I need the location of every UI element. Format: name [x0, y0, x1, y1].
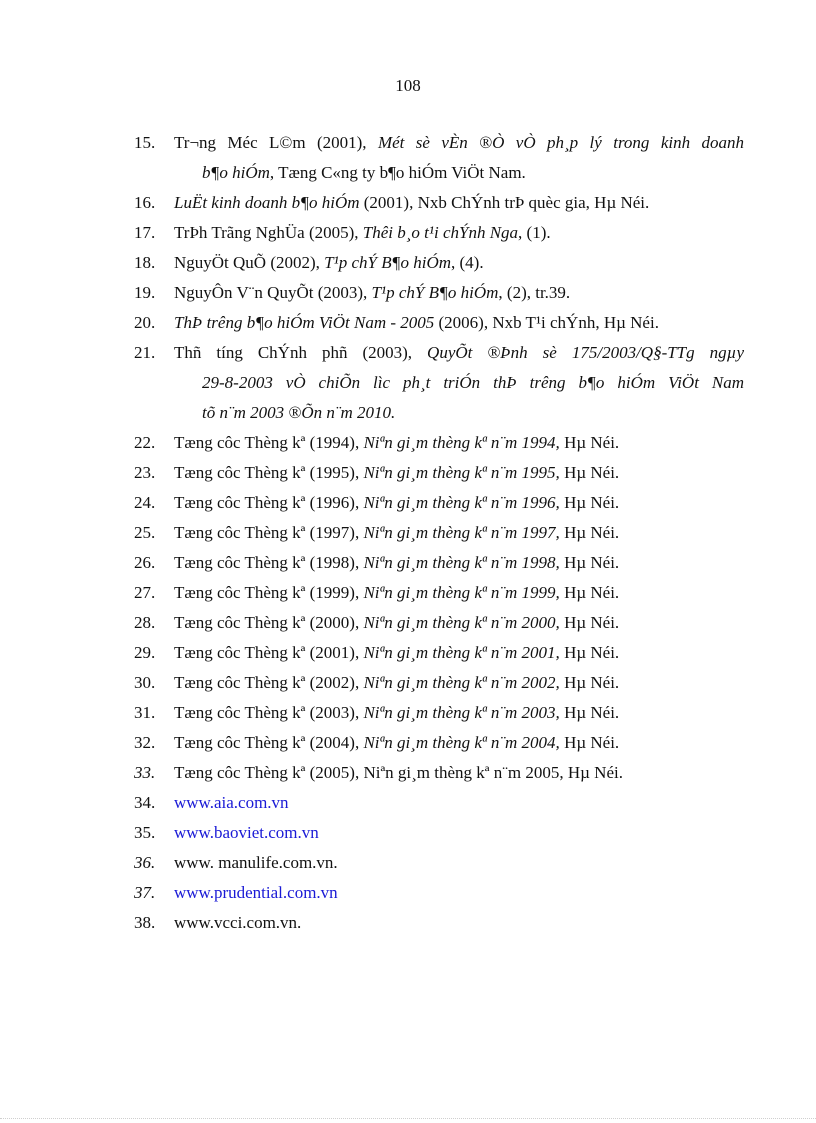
reference-publisher: Hµ Néi. — [559, 493, 620, 512]
reference-item — [134, 848, 744, 878]
reference-publisher: Hµ Néi. — [559, 463, 620, 482]
reference-link[interactable]: www.prudential.com.vn — [174, 883, 338, 902]
reference-author: Tæng côc Thèng kª (1998), — [174, 553, 364, 572]
reference-publisher: Hµ Néi. — [559, 523, 620, 542]
reference-publisher: , (1). — [518, 223, 551, 242]
reference-title: Niªn gi¸m thèng kª n¨m 2000, — [363, 613, 560, 632]
reference-author: Tr¬ng Méc L©m (2001), — [174, 133, 378, 152]
reference-number: 34. — [134, 793, 156, 812]
reference-author: Tæng côc Thèng kª (1997), — [174, 523, 364, 542]
reference-item — [134, 758, 744, 788]
reference-number: 36. — [134, 853, 156, 872]
reference-item — [134, 428, 744, 458]
reference-item — [134, 458, 744, 488]
reference-title: Niªn gi¸m thèng kª n¨m 1997, — [363, 523, 560, 542]
page-number: 108 — [395, 76, 421, 95]
reference-item — [134, 488, 744, 518]
reference-title: T¹p chÝ B¶o hiÓm — [324, 253, 452, 272]
reference-title-continued: b¶o hiÓm — [202, 163, 270, 182]
reference-link[interactable]: www.baoviet.com.vn — [174, 823, 319, 842]
reference-title: Niªn gi¸m thèng kª n¨m 1996, — [363, 493, 560, 512]
reference-number: 31. — [134, 703, 156, 722]
reference-item — [134, 668, 744, 698]
reference-title: Niªn gi¸m thèng kª n¨m 2001, — [363, 643, 560, 662]
reference-list — [134, 128, 744, 938]
reference-item — [134, 878, 744, 908]
reference-title-continued: 29-8-2003 vÒ chiÕn lìc ph¸t triÓn thÞ trêng b¶o hiÓm ViÖt Nam — [202, 373, 744, 392]
reference-publisher: Hµ Néi. — [559, 703, 620, 722]
reference-title: Niªn gi¸m thèng kª n¨m 1998, — [363, 553, 560, 572]
reference-number: 20. — [134, 313, 156, 332]
reference-publisher: , (4). — [451, 253, 484, 272]
reference-title: Thêi b¸o t¹i chÝnh Nga — [362, 223, 519, 242]
reference-author: TrÞh Trãng NghÜa (2005), — [174, 223, 363, 242]
reference-title: Mét sè vÈn ®Ò vÒ ph¸p lý trong kinh doanh — [377, 133, 744, 152]
reference-number: 15. — [134, 133, 156, 152]
reference-item — [134, 578, 744, 608]
reference-author: Tæng côc Thèng kª (1995), — [174, 463, 364, 482]
reference-number: 37. — [134, 883, 156, 902]
reference-publisher: Hµ Néi. — [559, 673, 620, 692]
reference-author: Tæng côc Thèng kª (2001), — [174, 643, 364, 662]
reference-author: Thñ tíng ChÝnh phñ (2003), — [174, 343, 428, 362]
reference-author: NguyÔn V¨n QuyÕt (2003), — [174, 283, 372, 302]
reference-publisher: Hµ Néi. — [559, 733, 620, 752]
reference-title: Niªn gi¸m thèng kª n¨m 2004, — [363, 733, 560, 752]
reference-number: 16. — [134, 193, 156, 212]
reference-number: 28. — [134, 613, 156, 632]
reference-number: 22. — [134, 433, 156, 452]
reference-title: Niªn gi¸m thèng kª n¨m 1995, — [363, 463, 560, 482]
reference-title: QuyÕt ®Þnh sè 175/2003/Q§-TTg ngµy — [427, 343, 744, 362]
reference-item — [134, 908, 744, 938]
reference-link[interactable]: www.aia.com.vn — [174, 793, 289, 812]
reference-publisher: (2001), Nxb ChÝnh trÞ quèc gia, Hµ Néi. — [359, 193, 650, 212]
reference-publisher: , (2), tr.39. — [498, 283, 571, 302]
reference-number: 17. — [134, 223, 156, 242]
reference-title: Niªn gi¸m thèng kª n¨m 2003, — [363, 703, 560, 722]
reference-publisher: Hµ Néi. — [559, 613, 620, 632]
reference-number: 35. — [134, 823, 156, 842]
reference-number: 29. — [134, 643, 156, 662]
reference-item — [134, 278, 744, 308]
reference-author: Tæng côc Thèng kª (2002), — [174, 673, 364, 692]
reference-title: LuËt kinh doanh b¶o hiÓm — [174, 193, 360, 212]
page-bottom-rule — [0, 1118, 816, 1119]
reference-number: 26. — [134, 553, 156, 572]
reference-number: 27. — [134, 583, 156, 602]
reference-number: 33. — [134, 763, 156, 782]
reference-publisher: , Tæng C«ng ty b¶o hiÓm ViÖt Nam. — [269, 163, 526, 182]
reference-item — [134, 218, 744, 248]
reference-number: 32. — [134, 733, 156, 752]
reference-number: 23. — [134, 463, 156, 482]
reference-item — [134, 308, 744, 338]
reference-item — [134, 338, 744, 428]
reference-title-continued: tõ n¨m 2003 ®Õn n¨m 2010. — [202, 403, 396, 422]
reference-number: 18. — [134, 253, 156, 272]
reference-publisher: Hµ Néi. — [559, 643, 620, 662]
reference-item — [134, 698, 744, 728]
reference-title: Niªn gi¸m thèng kª n¨m 1999, — [363, 583, 560, 602]
reference-publisher: Hµ Néi. — [559, 433, 620, 452]
reference-text: www. manulife.com.vn. — [174, 853, 338, 872]
reference-author: Tæng côc Thèng kª (2004), — [174, 733, 364, 752]
reference-item — [134, 188, 744, 218]
reference-number: 21. — [134, 343, 156, 362]
reference-author: Tæng côc Thèng kª (1994), — [174, 433, 364, 452]
reference-text: Tæng côc Thèng kª (2005), Niªn gi¸m thèng kª n¨m 2005, Hµ Néi. — [174, 763, 623, 782]
reference-item — [134, 128, 744, 188]
reference-item — [134, 608, 744, 638]
reference-item — [134, 518, 744, 548]
reference-title: T¹p chÝ B¶o hiÓm — [371, 283, 499, 302]
reference-number: 24. — [134, 493, 156, 512]
reference-item — [134, 548, 744, 578]
reference-item — [134, 248, 744, 278]
reference-author: Tæng côc Thèng kª (2000), — [174, 613, 364, 632]
reference-title: ThÞ trêng b¶o hiÓm ViÖt Nam - 2005 — [174, 313, 435, 332]
reference-publisher: Hµ Néi. — [559, 553, 620, 572]
reference-item — [134, 638, 744, 668]
reference-author: NguyÖt QuÕ (2002), — [174, 253, 325, 272]
reference-item — [134, 788, 744, 818]
reference-publisher: Hµ Néi. — [559, 583, 620, 602]
reference-number: 30. — [134, 673, 156, 692]
reference-text: www.vcci.com.vn. — [174, 913, 302, 932]
reference-author: Tæng côc Thèng kª (2003), — [174, 703, 364, 722]
reference-number: 38. — [134, 913, 156, 932]
reference-number: 19. — [134, 283, 156, 302]
reference-item — [134, 728, 744, 758]
reference-author: Tæng côc Thèng kª (1999), — [174, 583, 364, 602]
reference-number: 25. — [134, 523, 156, 542]
reference-title: Niªn gi¸m thèng kª n¨m 2002, — [363, 673, 560, 692]
reference-author: Tæng côc Thèng kª (1996), — [174, 493, 364, 512]
reference-publisher: (2006), Nxb T¹i chÝnh, Hµ Néi. — [434, 313, 659, 332]
reference-title: Niªn gi¸m thèng kª n¨m 1994, — [363, 433, 560, 452]
reference-item — [134, 818, 744, 848]
